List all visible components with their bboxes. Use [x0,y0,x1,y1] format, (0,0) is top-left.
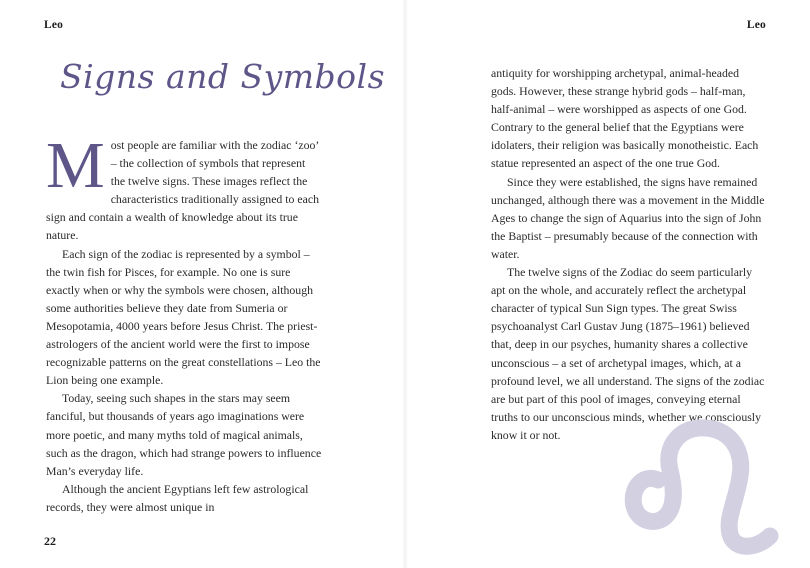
paragraph-5: antiquity for worshipping archetypal, animal-headed gods. However, these strange hybrid gods – half-man, half-animal – were worshipped as aspects of one God. Contrary to the general belief that the Egyptians were idolaters, their religion was basically monotheistic. Each statue represented an aspect of the one true God. [491,66,759,171]
page-number-right: 23 [754,534,766,548]
page-title: Signs and Symbols [60,57,386,96]
paragraph-2: Each sign of the zodiac is represented by a symbol – the twin fish for Pisces, for example. No one is sure exactly when or why the symbols were chosen, although some authorities believe they date from Sumeria or Mesopotamia, 4000 years before Jesus Christ. The priest-astrologers of the ancient world were the first to impose recognizable patterns on the great constellations – Leo the Lion being one example. [46,246,321,388]
paragraph-6: Since they were established, the signs have remained unchanged, although there was a movement in the Middle Ages to change the sign of Aquarius into the sign of John the Baptist – presumably because of the connection with water. [491,174,765,261]
leo-glyph-icon [620,418,810,568]
paragraph-7: The twelve signs of the Zodiac do seem particularly apt on the whole, and accurately reflect the archetypal character of typical Sun Sign types. The great Swiss psychoanalyst Carl Gustav Jung (1875–1961) believed that, deep in our psyches, humanity shares a collective unconscious – a set of archetypal images, which, at a profound level, we all understand. The signs of the zodiac are but part of this pool of images, conveying eternal truths to our unconscious minds, whether we consciously know it or not. [491,265,765,442]
book-gutter [402,0,408,568]
page-number-left: 22 [44,534,56,548]
drop-cap: M [46,129,105,202]
right-body-text [491,64,767,444]
paragraph-4: Although the ancient Egyptians left few astrological records, they were almost unique in [46,481,309,514]
running-head-right: Leo [746,19,766,31]
left-body-text [46,129,322,516]
paragraph-1 [46,129,322,245]
paragraph-1-text: ost people are familiar with the zodiac ‘zoo’ – the collection of symbols that represent the twelve signs. These images reflect the characteristics traditionally assigned to each sign and contain a wealth of knowledge about its true nature. [46,138,320,243]
running-head-left: Leo [44,19,64,31]
paragraph-3: Today, seeing such shapes in the stars may seem fanciful, but thousands of years ago imaginations were more poetic, and many myths told of magical animals, such as the dragon, which had strange powers to influence Man’s everyday life. [46,391,322,478]
